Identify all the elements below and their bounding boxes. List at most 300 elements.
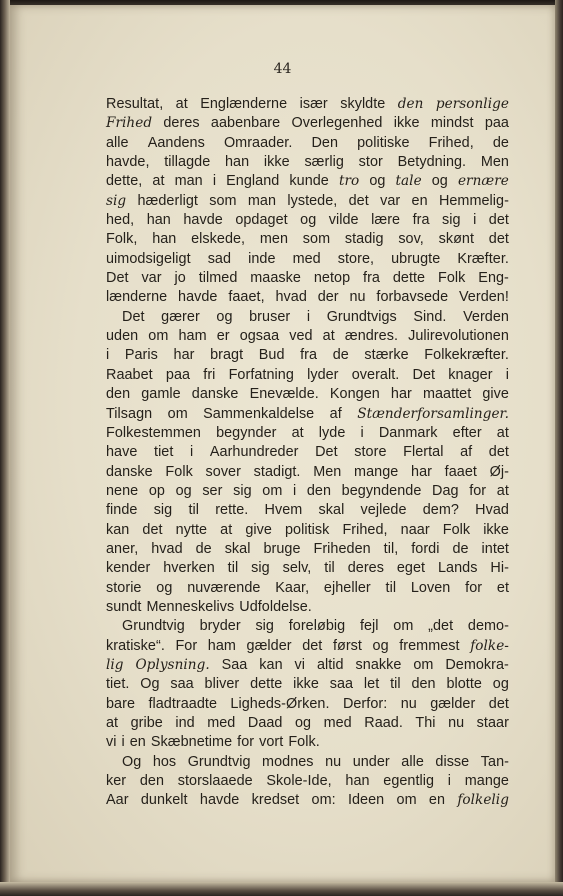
- word: og: [294, 715, 312, 731]
- text-line: [106, 308, 509, 327]
- word: gribe: [130, 715, 163, 731]
- word: nu: [448, 715, 465, 731]
- word: Forfatning: [228, 366, 294, 383]
- text-line: [106, 153, 509, 172]
- word: storie: [106, 579, 142, 596]
- word: det: [348, 192, 369, 209]
- word: bryder: [199, 618, 241, 635]
- text-line: [106, 598, 509, 617]
- word: kunde: [289, 173, 329, 190]
- text-line: [106, 695, 509, 714]
- word: først: [332, 637, 362, 654]
- word: ogsaa: [239, 328, 280, 345]
- word: blotte: [446, 676, 482, 693]
- word: et: [496, 579, 509, 596]
- word: de: [195, 540, 212, 557]
- text-line: [106, 250, 509, 269]
- word: i: [190, 444, 194, 461]
- word: var: [141, 270, 162, 287]
- word: foreløbig: [288, 618, 346, 635]
- word: Men: [313, 463, 342, 480]
- word: han: [345, 773, 370, 790]
- word: kredset: [251, 792, 300, 809]
- word: ker: [106, 773, 127, 790]
- word: det: [488, 695, 509, 712]
- text-line: [106, 192, 509, 211]
- word: de: [332, 347, 349, 364]
- word: saa: [170, 676, 194, 693]
- text-line: [106, 617, 509, 636]
- word: til,: [383, 540, 399, 557]
- word: fra: [363, 270, 380, 287]
- word: saa: [329, 676, 354, 693]
- word: snakke: [355, 656, 402, 673]
- book-edge-right: [555, 0, 563, 896]
- word: Loven: [410, 579, 451, 596]
- word: kender: [106, 560, 151, 577]
- word: Saa: [221, 656, 248, 673]
- word: fordi: [411, 540, 440, 557]
- word: store,: [337, 250, 375, 267]
- word: egentlig: [383, 773, 435, 790]
- word: intet: [481, 540, 509, 557]
- word: Frihed,: [428, 134, 474, 151]
- word: den: [306, 482, 332, 499]
- word: staar: [476, 715, 509, 731]
- word: gælder: [246, 637, 292, 654]
- italic-word: tale: [395, 173, 422, 190]
- word: han: [225, 154, 250, 171]
- word: Folk: [165, 463, 193, 480]
- text-line: [106, 172, 509, 191]
- word: fremmest: [399, 637, 460, 654]
- word: alle: [106, 134, 129, 151]
- word: uden: [106, 328, 139, 345]
- word: storslaaede: [177, 773, 253, 790]
- word: ubrugte: [391, 250, 441, 267]
- word: Lands: [438, 560, 478, 577]
- word: eget: [396, 560, 426, 577]
- word: gamle: [141, 386, 181, 403]
- word: bare: [106, 695, 136, 712]
- word: bliver: [204, 676, 240, 693]
- word: ham: [207, 637, 236, 654]
- text-line: [106, 405, 509, 424]
- word: Hvem: [264, 502, 303, 519]
- word: det: [142, 521, 163, 538]
- word: ham: [178, 328, 207, 345]
- word: netop: [313, 270, 351, 287]
- word: danske: [106, 463, 153, 480]
- word: Omraader.: [223, 134, 293, 151]
- word: paa: [165, 366, 191, 383]
- word: Grundtvig: [122, 618, 185, 635]
- word: og: [216, 308, 233, 325]
- word: Grundtvig: [187, 753, 251, 770]
- word: sig: [251, 560, 270, 577]
- word: Verden: [463, 308, 509, 325]
- word: havde,: [106, 154, 150, 171]
- word: at: [322, 328, 335, 345]
- word: efter: [452, 424, 482, 441]
- text-line: [106, 791, 509, 810]
- word: hæderligt: [137, 192, 198, 209]
- word: Skole-Ide,: [266, 773, 332, 790]
- word: der: [317, 289, 339, 306]
- word: men: [259, 231, 289, 248]
- word: var: [380, 192, 401, 209]
- word: deres: [163, 115, 200, 132]
- italic-word: tro: [338, 173, 360, 190]
- word: ikke: [263, 154, 290, 171]
- word: den: [411, 676, 436, 693]
- word: vi: [294, 656, 306, 673]
- text-line: [106, 656, 509, 675]
- text-line: [106, 579, 509, 598]
- word: dette: [250, 676, 283, 693]
- word: nytte: [175, 521, 208, 538]
- word: politiske: [357, 134, 410, 151]
- word: nu: [400, 695, 417, 712]
- word: hed,: [106, 212, 135, 229]
- text-line: [106, 501, 509, 520]
- word: kan: [106, 521, 130, 538]
- word: overalt.: [351, 366, 400, 383]
- word: Betydning.: [397, 154, 467, 171]
- text-line: [106, 230, 509, 249]
- word: Aarhundreder: [209, 444, 299, 461]
- word: om: [148, 328, 169, 345]
- word: de: [492, 134, 509, 151]
- word: Enevælde.: [249, 386, 319, 403]
- word: alle: [401, 753, 424, 770]
- word: nuværende: [187, 579, 261, 596]
- word: Udfoldelse.: [239, 598, 312, 615]
- word: maattet: [422, 386, 472, 403]
- word: ikke: [293, 676, 319, 693]
- word: ejheller: [323, 579, 371, 596]
- word: Folk: [442, 521, 471, 538]
- word: disse: [435, 753, 470, 770]
- word: hvad: [151, 540, 183, 557]
- word: vejlede: [360, 502, 407, 519]
- word: sig: [153, 502, 173, 519]
- word: mindst: [430, 115, 474, 132]
- word: ikke: [483, 521, 509, 538]
- word: sig: [233, 482, 252, 499]
- text-line: [106, 211, 509, 230]
- word: For: [175, 637, 198, 654]
- word: og: [492, 676, 509, 693]
- word: Ideen: [347, 792, 385, 809]
- word: knager: [448, 366, 493, 383]
- text-line: [106, 269, 509, 288]
- word: i: [106, 347, 110, 364]
- word: mange: [354, 463, 399, 480]
- word: Det: [106, 270, 129, 287]
- word: Julirevolutionen: [408, 328, 509, 345]
- word: Kaar,: [275, 579, 310, 596]
- word: at: [220, 521, 233, 538]
- word: fladtraadte: [148, 695, 217, 712]
- word: Thi: [415, 715, 436, 731]
- word: bruge: [263, 540, 301, 557]
- word: Flertal: [403, 444, 444, 461]
- word: jo: [174, 270, 186, 287]
- book-edge-bottom: [0, 882, 563, 896]
- word: stor: [358, 154, 383, 171]
- word: fra: [412, 212, 430, 229]
- text-line: [106, 637, 509, 656]
- word: Overlegenhed: [291, 115, 383, 132]
- word: kratiske“.: [106, 637, 165, 654]
- word: lyder: [307, 366, 339, 383]
- word: om:: [311, 792, 336, 809]
- word: Resultat,: [106, 96, 164, 112]
- text-line: [106, 288, 509, 307]
- word: af: [460, 444, 473, 461]
- word: aabenbare: [210, 115, 281, 132]
- word: den: [106, 386, 131, 403]
- word: hvad: [275, 289, 307, 306]
- word: en: [428, 792, 446, 809]
- word: Raabet: [106, 366, 153, 383]
- text-line: [106, 366, 509, 385]
- word: tiet.: [106, 676, 130, 693]
- word: Folkekræfter.: [424, 347, 509, 364]
- text-line: [106, 424, 509, 443]
- word: Og: [122, 753, 142, 770]
- word: Verden!: [458, 289, 509, 306]
- word: Dag: [432, 482, 459, 499]
- word: Demokra-: [445, 656, 509, 673]
- word: uimodsigeligt: [106, 250, 191, 267]
- word: har: [390, 386, 412, 403]
- word: Kongen: [329, 386, 380, 403]
- word: sig: [442, 212, 461, 229]
- word: han: [146, 212, 171, 229]
- text-line: [106, 714, 509, 733]
- word: stadigt.: [253, 463, 301, 480]
- word: Den: [311, 134, 339, 151]
- word: opdaget: [235, 212, 288, 229]
- word: Kræfter.: [457, 250, 509, 267]
- word: for: [469, 482, 487, 499]
- word: Tilsagn: [106, 405, 153, 422]
- word: det: [302, 637, 323, 654]
- word: faaet: [444, 463, 477, 480]
- text-line: [106, 114, 509, 133]
- word: Hemmelig-: [438, 192, 509, 209]
- body-text: [106, 95, 509, 811]
- word: havde: [183, 212, 223, 229]
- word: til: [390, 676, 401, 693]
- book-page: [10, 5, 555, 882]
- word: fra: [300, 347, 318, 364]
- word: have: [106, 444, 138, 461]
- word: Menneskelivs: [146, 598, 235, 615]
- word: Paris: [124, 347, 158, 364]
- word: bragt: [210, 347, 244, 364]
- word: ændres.: [344, 328, 399, 345]
- italic-word: folke-: [470, 637, 509, 654]
- italic-word: Oplysning.: [135, 656, 210, 673]
- word: Daad: [247, 715, 283, 731]
- word: sover: [205, 463, 241, 480]
- word: danske: [191, 386, 239, 403]
- word: Sammenkaldelse: [203, 405, 315, 422]
- text-line: [106, 482, 509, 501]
- text-line: [106, 443, 509, 462]
- word: sad: [207, 250, 232, 267]
- word: Sind.: [413, 308, 447, 325]
- italic-word: sig: [106, 192, 127, 209]
- word: det: [488, 212, 509, 229]
- text-line: [106, 95, 509, 114]
- word: med: [323, 715, 352, 731]
- word: let: [363, 676, 380, 693]
- word: Eng-: [478, 270, 509, 287]
- text-line: [106, 733, 509, 752]
- word: stærke: [364, 347, 409, 364]
- word: har: [411, 463, 432, 480]
- word: vilde: [328, 212, 359, 229]
- word: store: [354, 444, 387, 461]
- word: i: [447, 773, 452, 790]
- word: forbavsede: [376, 289, 449, 306]
- word: Hvad: [475, 502, 509, 519]
- text-line: [106, 540, 509, 559]
- word: med: [207, 715, 236, 731]
- word: op: [148, 482, 165, 499]
- word: gælder: [430, 695, 476, 712]
- word: dunkelt: [140, 792, 188, 809]
- word: Folk.: [288, 734, 320, 751]
- word: altid: [316, 656, 344, 673]
- word: Bud: [258, 347, 285, 364]
- word: havde: [199, 792, 240, 809]
- italic-word: folkelig: [457, 792, 509, 809]
- word: og: [372, 637, 389, 654]
- word: elskede,: [191, 231, 246, 248]
- word: lyde: [318, 424, 346, 441]
- word: skønt: [438, 231, 475, 248]
- word: Det: [315, 444, 338, 461]
- word: og: [369, 173, 386, 190]
- word: det: [488, 231, 509, 248]
- word: hverken: [163, 560, 215, 577]
- word: hos: [152, 753, 177, 770]
- word: vort: [259, 734, 284, 751]
- text-line: [106, 346, 509, 365]
- word: som: [302, 231, 331, 248]
- word: sov,: [398, 231, 424, 248]
- word: mange: [464, 773, 509, 790]
- word: at: [152, 173, 165, 190]
- word: ved: [289, 328, 313, 345]
- word: tilmed: [198, 270, 238, 287]
- word: i: [292, 482, 297, 499]
- word: om: [167, 405, 188, 422]
- word: lænderne: [106, 289, 168, 306]
- italic-word: ernære: [457, 173, 509, 190]
- word: Ligheds-Ørken.: [230, 695, 330, 712]
- word: paa: [484, 115, 509, 132]
- word: i: [360, 424, 364, 441]
- word: tillagde: [164, 154, 211, 171]
- word: for: [237, 734, 255, 751]
- word: ikke: [393, 115, 420, 132]
- word: til: [227, 560, 239, 577]
- word: Aandens: [147, 134, 205, 151]
- word: gærer: [161, 308, 200, 325]
- word: til: [188, 502, 199, 519]
- word: især: [299, 96, 328, 112]
- word: Det: [412, 366, 436, 383]
- word: begynder: [216, 424, 277, 441]
- italic-word: lig: [106, 656, 124, 673]
- word: at: [496, 482, 509, 499]
- word: lære: [371, 212, 401, 229]
- word: skal: [224, 540, 251, 557]
- word: rette.: [215, 502, 249, 519]
- word: at: [106, 715, 119, 731]
- word: naar: [400, 521, 430, 538]
- word: dem?: [422, 502, 459, 519]
- word: Frihed,: [342, 521, 388, 538]
- word: sig: [255, 618, 274, 635]
- word: og: [431, 173, 448, 190]
- word: i: [212, 173, 217, 190]
- word: Men: [480, 154, 509, 171]
- word: finde: [106, 502, 138, 519]
- word: af: [329, 405, 342, 422]
- word: om: [413, 656, 434, 673]
- word: Øj-: [489, 463, 509, 480]
- word: skyldte: [340, 96, 386, 112]
- word: og: [300, 212, 317, 229]
- word: om: [396, 792, 417, 809]
- word: Og: [140, 676, 160, 693]
- text-line: [106, 559, 509, 578]
- word: har: [173, 347, 195, 364]
- word: den: [139, 773, 165, 790]
- word: deres: [347, 560, 384, 577]
- word: i: [505, 366, 509, 383]
- word: de: [452, 540, 469, 557]
- word: i: [473, 212, 477, 229]
- word: fri: [203, 366, 216, 383]
- word: Derfor:: [342, 695, 388, 712]
- word: Englænderne: [200, 96, 288, 112]
- word: begyndende: [341, 482, 422, 499]
- word: tiet: [154, 444, 174, 461]
- word: til: [324, 560, 335, 577]
- word: Friheden: [313, 540, 371, 557]
- italic-word: Frihed: [106, 115, 153, 132]
- word: Hi-: [490, 560, 509, 577]
- word: Tan-: [480, 753, 509, 770]
- word: med: [292, 250, 321, 267]
- word: nu: [349, 289, 366, 306]
- word: i: [306, 308, 311, 325]
- word: lystede,: [287, 192, 338, 209]
- word: stadig: [344, 231, 384, 248]
- word: „det: [428, 618, 454, 635]
- text-line: [106, 385, 509, 404]
- word: man: [174, 173, 203, 190]
- word: ser: [202, 482, 223, 499]
